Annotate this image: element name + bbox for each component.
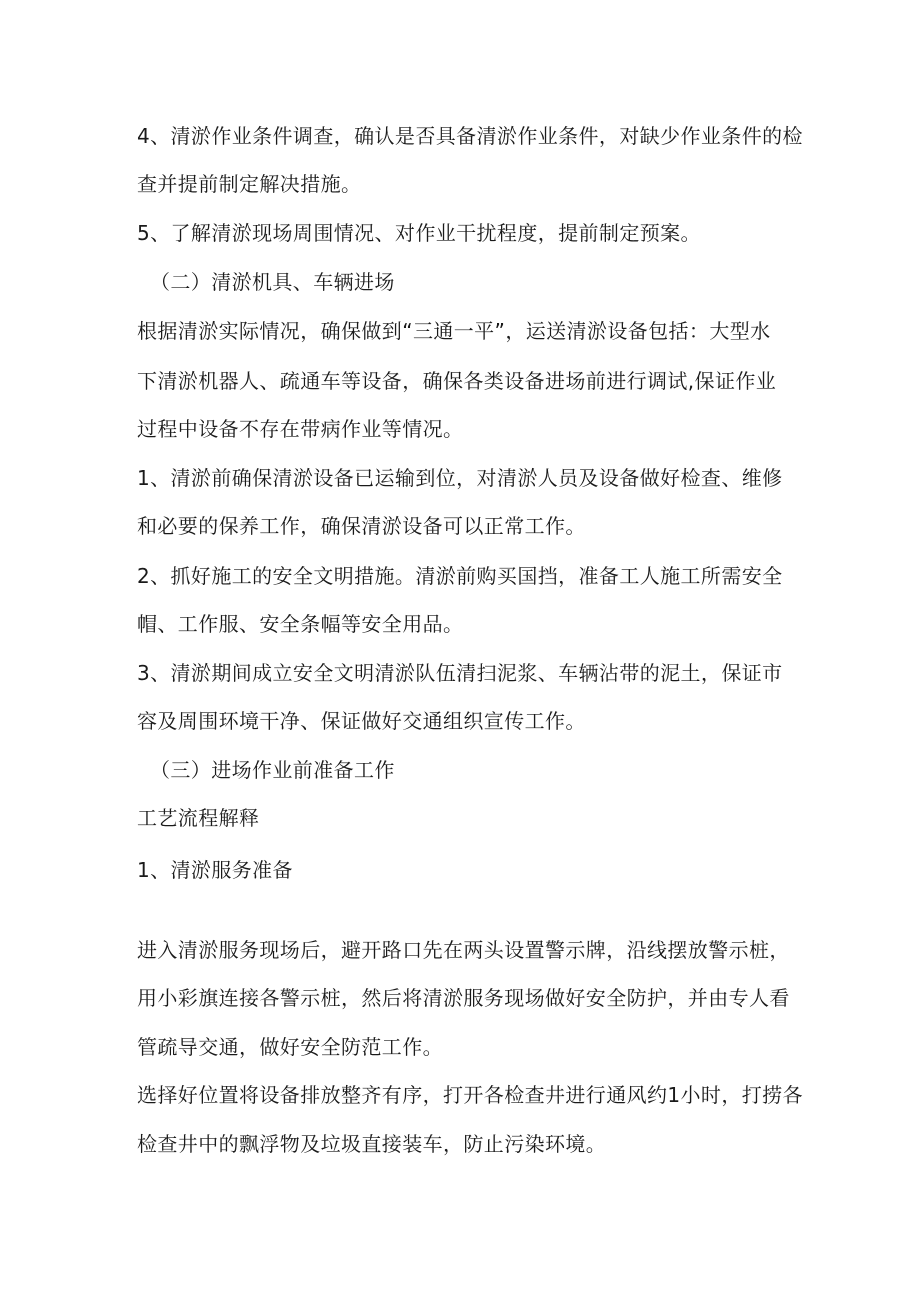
paragraph-line: 2、抓好施工的安全文明措施。清淤前购买国挡，准备工人施工所需安全 [137, 564, 783, 588]
paragraph-line: 过程中设备不存在带病作业等情况。 [137, 417, 464, 441]
paragraph-line: 检查井中的飘浮物及垃圾直接装车，防止污染环境。 [137, 1132, 607, 1156]
paragraph-line: 管疏导交通，做好安全防范工作。 [137, 1035, 443, 1059]
paragraph-line: 1、清淤前确保清淤设备已运输到位，对清淤人员及设备做好检查、维修 [137, 466, 783, 490]
subheading: 1、清淤服务准备 [137, 858, 293, 882]
section-heading: （三）进场作业前准备工作 [150, 758, 395, 782]
subheading: 工艺流程解释 [137, 806, 260, 830]
paragraph-line: 选择好位置将设备排放整齐有序，打开各检查井进行通风约1小时，打捞各 [137, 1083, 803, 1107]
paragraph-line: 5、了解清淤现场周围情况、对作业干扰程度，提前制定预案。 [137, 221, 701, 245]
paragraph-line: 和必要的保养工作，确保清淤设备可以正常工作。 [137, 514, 586, 538]
paragraph-line: 用小彩旗连接各警示桩，然后将清淤服务现场做好安全防护，并由专人看 [137, 986, 790, 1010]
paragraph-line: 4、清淤作业条件调查，确认是否具备清淤作业条件，对缺少作业条件的检 [137, 124, 803, 148]
section-heading: （二）清淤机具、车辆进场 [150, 270, 395, 294]
paragraph-line: 容及周围环境干净、保证做好交通组织宣传工作。 [137, 709, 586, 733]
paragraph-line: 查并提前制定解决措施。 [137, 172, 362, 196]
paragraph-line: 帽、工作服、安全条幅等安全用品。 [137, 612, 464, 636]
paragraph-line: 根据清淤实际情况，确保做到“三通一平”，运送清淤设备包括：大型水 [137, 319, 771, 343]
paragraph-line: 3、清淤期间成立安全文明清淤队伍清扫泥浆、车辆沾带的泥土，保证市 [137, 661, 783, 685]
paragraph-line: 下清淤机器人、疏通车等设备，确保各类设备进场前进行调试,保证作业 [137, 369, 777, 393]
paragraph-line: 进入清淤服务现场后，避开路口先在两头设置警示牌，沿线摆放警示桩， [137, 938, 790, 962]
